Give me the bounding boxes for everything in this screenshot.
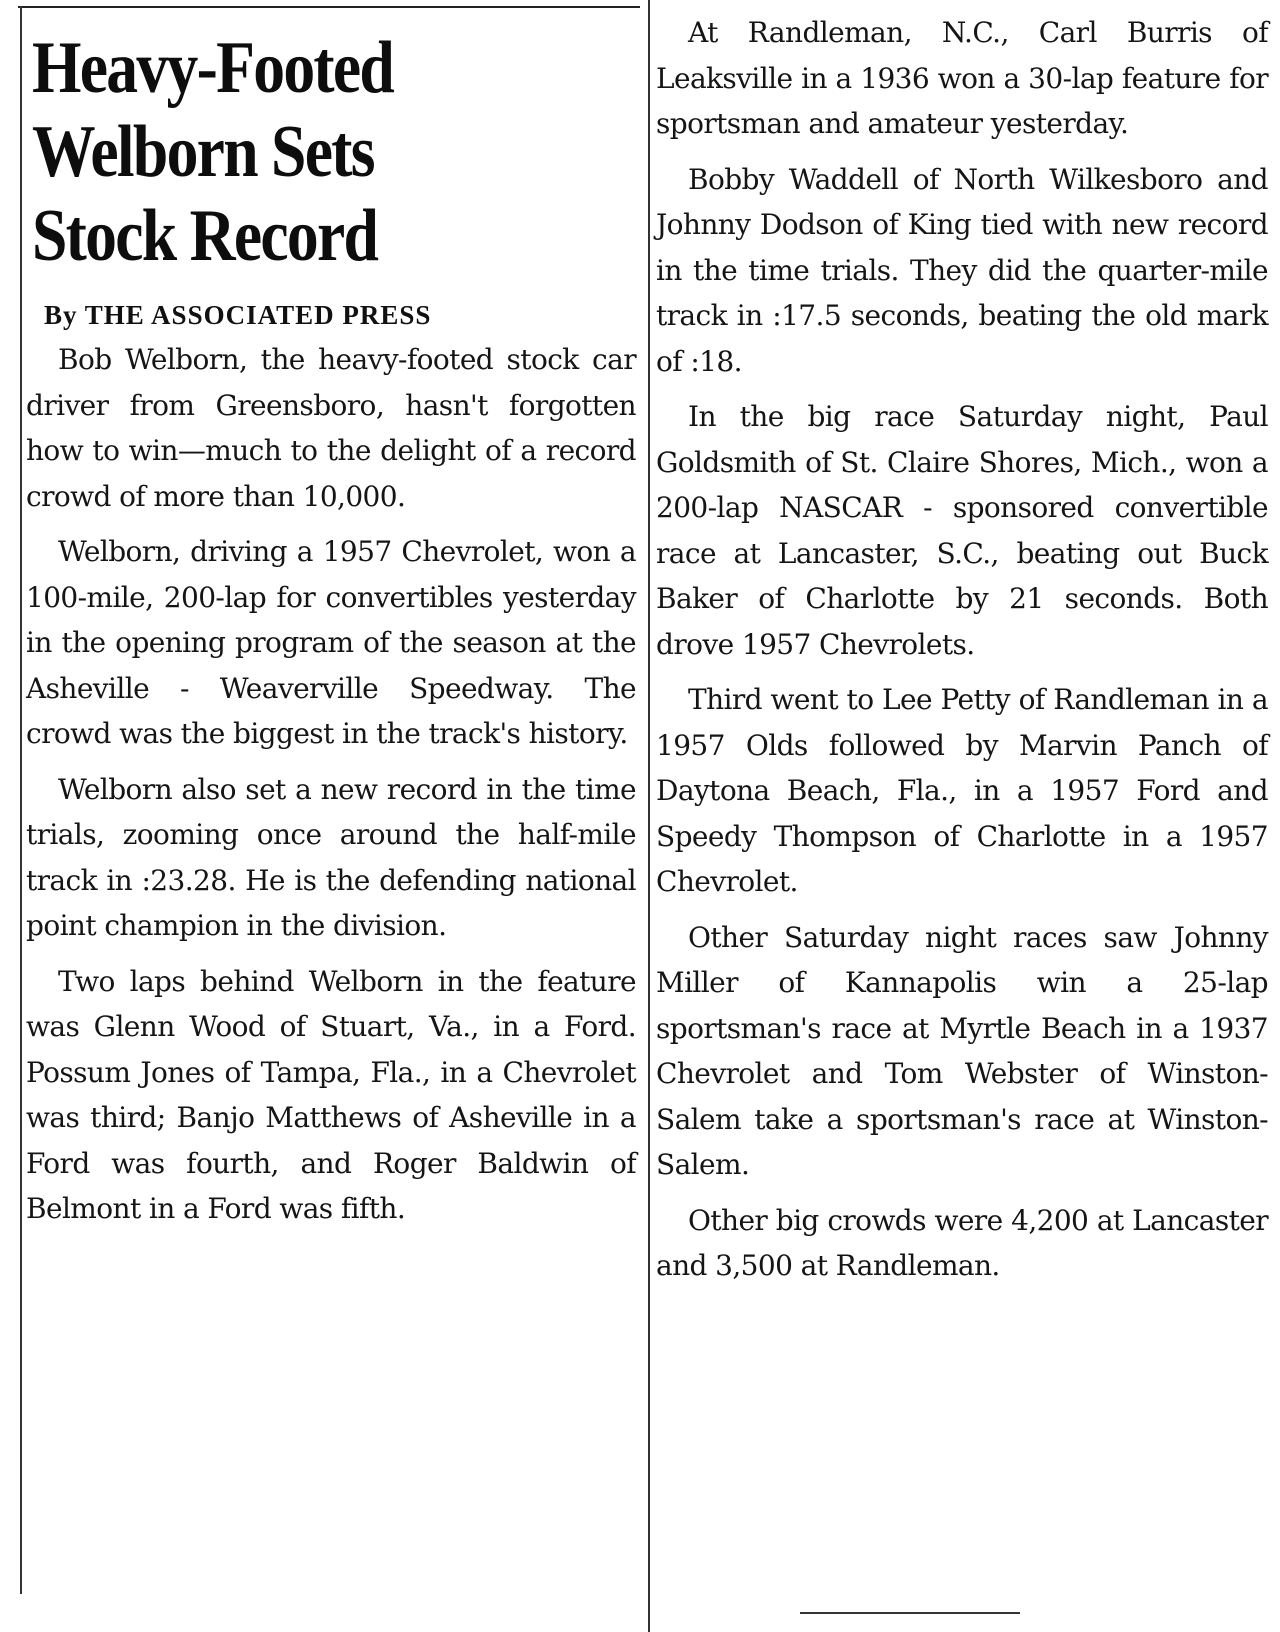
left-border-rule [20,6,22,1594]
headline-line: Stock Record [32,195,378,277]
left-column [26,0,636,1242]
end-of-article-rule [800,1612,1020,1614]
paragraph: Third went to Lee Petty of Randleman in a 1957 Olds followed by Marvin Panch of Daytona Beach, Fla., in a 1957 Ford and Speedy Thompson of Charlotte in a 1957 Chevrolet. [656,683,1268,898]
paragraph: Welborn, driving a 1957 Chevrolet, won a 100-mile, 200-lap for convertibles yesterday in the opening program of the season at the Asheville - Weaverville Speedway. The crowd was the biggest in the track's history. [26,535,636,750]
paragraph: Bobby Waddell of North Wilkesboro and Johnny Dodson of King tied with new record in the time trials. They did the quarter-mile track in :17.5 seconds, beating the old mark of :18. [656,162,1268,378]
byline: By THE ASSOCIATED PRESS [44,300,432,330]
paragraph: Two laps behind Welborn in the feature was Glenn Wood of Stuart, Va., in a Ford. Possum Jones of Tampa, Fla., in a Chevrolet was third; Banjo Matthews of Asheville in a Ford was fourth, and Roger Baldwin of Belmont in a Ford was fifth. [26,964,636,1225]
paragraph: Other Saturday night races saw Johnny Miller of Kannapolis win a 25-lap sportsman's race at Myrtle Beach in a 1937 Chevrolet and Tom Webster of Winston-Salem take a sportsman's race at Winston-Salem. [656,920,1268,1181]
paragraph: Welborn also set a new record in the time trials, zooming once around the half-mile track in :23.28. He is the defending national point champion in the division. [26,772,636,942]
headline-line: Heavy-Footed [32,27,394,109]
headline [32,26,651,278]
headline-line: Welborn Sets [32,111,374,193]
right-column [656,0,1268,1299]
paragraph: At Randleman, N.C., Carl Burris of Leaksville in a 1936 won a 30-lap feature for sportsman and amateur yesterday. [656,16,1268,140]
paragraph: Bob Welborn, the heavy-footed stock car driver from Greensboro, hasn't forgotten how to win—much to the delight of a record crowd of more than 10,000. [26,343,636,513]
paragraph: In the big race Saturday night, Paul Goldsmith of St. Claire Shores, Mich., won a 200-lap NASCAR - sponsored convertible race at Lancaster, S.C., beating out Buck Baker of Charlotte by 21 seconds. Both drove 1957 Chevrolets. [656,400,1268,661]
paragraph: Other big crowds were 4,200 at Lancaster and 3,500 at Randleman. [656,1203,1268,1282]
